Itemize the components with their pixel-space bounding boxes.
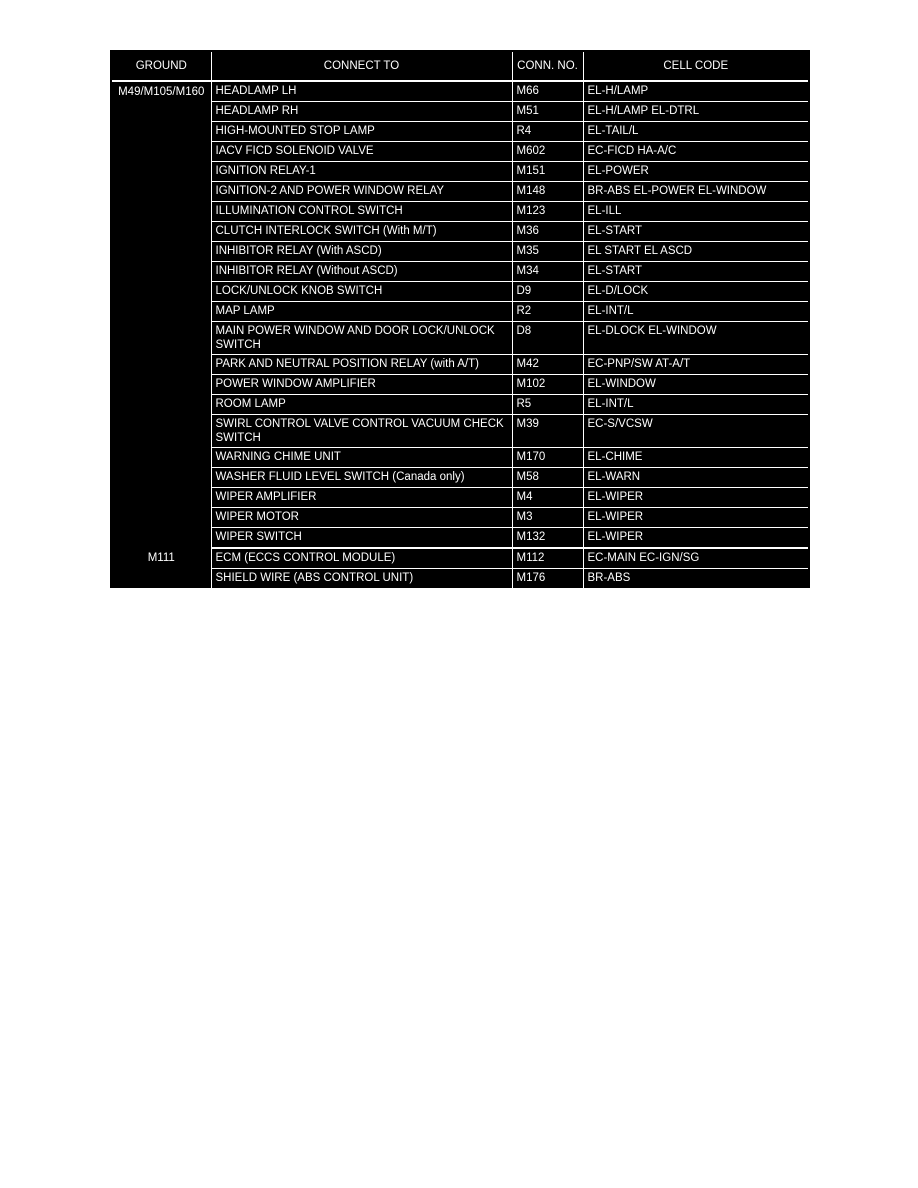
connect-to-cell: HEADLAMP RH [211,102,512,122]
connect-to-cell: WIPER SWITCH [211,528,512,549]
header-cell-code: CELL CODE [583,52,808,81]
cell-code-cell: EC-PNP/SW AT-A/T [583,355,808,375]
table-row [112,262,808,282]
conn-no-cell: M148 [512,182,583,202]
conn-no-cell: D9 [512,282,583,302]
conn-no-cell: M176 [512,569,583,590]
cell-code-cell: EL-WINDOW [583,375,808,395]
connect-to-cell: SWIRL CONTROL VALVE CONTROL VACUUM CHECK SWITCH [211,415,512,448]
cell-code-cell: EL START EL ASCD [583,242,808,262]
cell-code-cell: BR-ABS EL-POWER EL-WINDOW [583,182,808,202]
header-ground: GROUND [112,52,211,81]
conn-no-cell: M602 [512,142,583,162]
cell-code-cell: EL-CHIME [583,448,808,468]
table-row [112,528,808,549]
cell-code-cell: EC-FICD HA-A/C [583,142,808,162]
conn-no-cell: R2 [512,302,583,322]
connect-to-cell: ROOM LAMP [211,395,512,415]
cell-code-cell: EL-ILL [583,202,808,222]
table-row [112,355,808,375]
conn-no-cell: M3 [512,508,583,528]
table-row [112,548,808,569]
connect-to-cell: WASHER FLUID LEVEL SWITCH (Canada only) [211,468,512,488]
connect-to-cell: WIPER AMPLIFIER [211,488,512,508]
cell-code-cell: EC-S/VCSW [583,415,808,448]
table-row [112,488,808,508]
conn-no-cell: M112 [512,548,583,569]
conn-no-cell: M34 [512,262,583,282]
cell-code-cell: EL-START [583,222,808,242]
connect-to-cell: INHIBITOR RELAY (Without ASCD) [211,262,512,282]
ground-cell: M49/M105/M160 [118,86,205,98]
connect-to-cell: CLUTCH INTERLOCK SWITCH (With M/T) [211,222,512,242]
connect-to-cell: HEADLAMP LH [211,81,512,102]
cell-code-cell: EL-D/LOCK [583,282,808,302]
table-row [112,142,808,162]
table-row [112,202,808,222]
connect-to-cell: MAIN POWER WINDOW AND DOOR LOCK/UNLOCK SWITCH [211,322,512,355]
connect-to-cell: ILLUMINATION CONTROL SWITCH [211,202,512,222]
table-row [112,122,808,142]
table-row [112,569,808,590]
connect-to-cell: WIPER MOTOR [211,508,512,528]
cell-code-cell: EL-WIPER [583,508,808,528]
conn-no-cell: M170 [512,448,583,468]
conn-no-cell: M66 [512,81,583,102]
conn-no-cell: M36 [512,222,583,242]
connect-to-cell: POWER WINDOW AMPLIFIER [211,375,512,395]
table-row [112,448,808,468]
cell-code-cell: EL-START [583,262,808,282]
conn-no-cell: M51 [512,102,583,122]
conn-no-cell: M102 [512,375,583,395]
ground-cell: M111 [147,552,175,564]
connect-to-cell: IGNITION RELAY-1 [211,162,512,182]
table-row [112,302,808,322]
table-row [112,242,808,262]
cell-code-cell: EL-DLOCK EL-WINDOW [583,322,808,355]
conn-no-cell: M35 [512,242,583,262]
table-row [112,102,808,122]
table-row [112,468,808,488]
cell-code-cell: EL-INT/L [583,302,808,322]
connect-to-cell: MAP LAMP [211,302,512,322]
header-connect-to: CONNECT TO [211,52,512,81]
cell-code-cell: EL-WIPER [583,528,808,549]
table-row [112,322,808,355]
connect-to-cell: LOCK/UNLOCK KNOB SWITCH [211,282,512,302]
connector-table [112,52,808,590]
header-conn-no: CONN. NO. [512,52,583,81]
table-row [112,375,808,395]
table-row [112,508,808,528]
cell-code-cell: EL-POWER [583,162,808,182]
conn-no-cell: M132 [512,528,583,549]
table-row [112,222,808,242]
conn-no-cell: M4 [512,488,583,508]
conn-no-cell: D8 [512,322,583,355]
connect-to-cell: WARNING CHIME UNIT [211,448,512,468]
table-row [112,415,808,448]
connect-to-cell: INHIBITOR RELAY (With ASCD) [211,242,512,262]
header-row [112,52,808,81]
table-row [112,395,808,415]
connect-to-cell: IGNITION-2 AND POWER WINDOW RELAY [211,182,512,202]
table-row [112,162,808,182]
connect-to-cell: SHIELD WIRE (ABS CONTROL UNIT) [211,569,512,590]
table-row [112,182,808,202]
conn-no-cell: R5 [512,395,583,415]
cell-code-cell: BR-ABS [583,569,808,590]
ground-distribution-table [110,50,810,588]
connect-to-cell: ECM (ECCS CONTROL MODULE) [211,548,512,569]
cell-code-cell: EC-MAIN EC-IGN/SG [583,548,808,569]
connect-to-cell: IACV FICD SOLENOID VALVE [211,142,512,162]
cell-code-cell: EL-WIPER [583,488,808,508]
conn-no-cell: M42 [512,355,583,375]
table-row [112,282,808,302]
connect-to-cell: HIGH-MOUNTED STOP LAMP [211,122,512,142]
conn-no-cell: M151 [512,162,583,182]
cell-code-cell: EL-H/LAMP EL-DTRL [583,102,808,122]
conn-no-cell: M123 [512,202,583,222]
conn-no-cell: R4 [512,122,583,142]
connect-to-cell: PARK AND NEUTRAL POSITION RELAY (with A/T) [211,355,512,375]
cell-code-cell: EL-WARN [583,468,808,488]
cell-code-cell: EL-TAIL/L [583,122,808,142]
conn-no-cell: M39 [512,415,583,448]
table-row [112,81,808,102]
cell-code-cell: EL-H/LAMP [583,81,808,102]
conn-no-cell: M58 [512,468,583,488]
cell-code-cell: EL-INT/L [583,395,808,415]
